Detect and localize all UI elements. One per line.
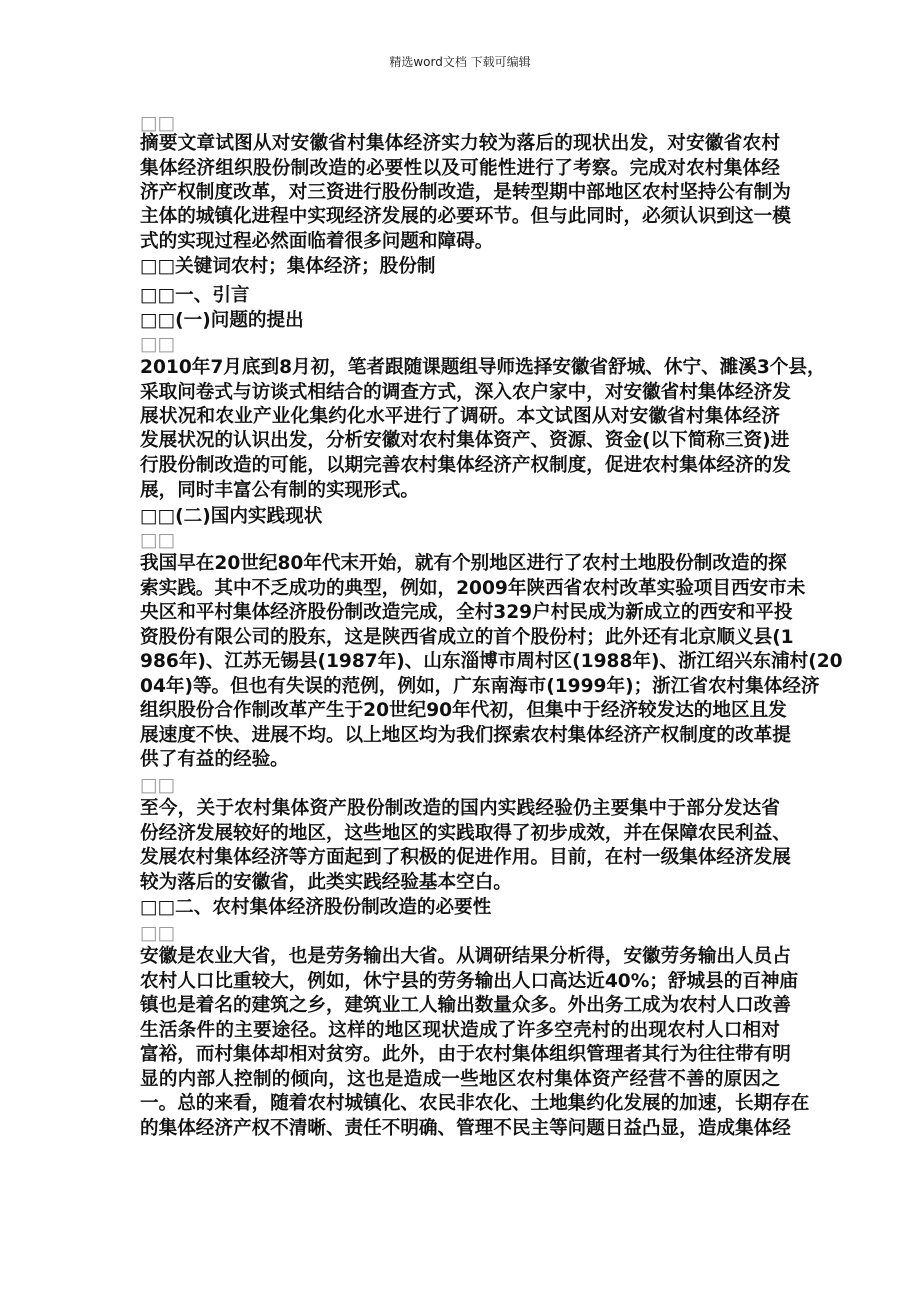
text-line: 安徽是农业大省，也是劳务输出大省。从调研结果分析得，安徽劳务输出人员占 — [140, 946, 791, 967]
text-line: 04年)等。但也有失误的范例，例如，广东南海市(1999年)；浙江省农村集体经济 — [140, 676, 820, 697]
text-line: 发展状况的认识出发，分析安徽对农村集体资产、资源、资金(以下简称三资)进 — [140, 430, 790, 451]
text-line: 摘要文章试图从对安徽省村集体经济实力较为落后的现状出发，对安徽省农村 — [140, 133, 780, 154]
text-line: 集体经济组织股份制改造的必要性以及可能性进行了考察。完成对农村集体经 — [140, 158, 780, 179]
text-line: 济产权制度改革，对三资进行股份制改造，是转型期中部地区农村坚持公有制为 — [140, 182, 791, 203]
text-line: 较为落后的安徽省，此类实践经验基本空白。 — [140, 872, 512, 893]
placeholder-glyphs: □□ — [140, 530, 176, 551]
text-line: 发展农村集体经济等方面起到了积极的促进作用。目前，在村一级集体经济发展 — [140, 847, 791, 868]
text-line: 生活条件的主要途径。这样的地区现状造成了许多空壳村的出现农村人口相对 — [140, 1020, 780, 1041]
text-line: 至今，关于农村集体资产股份制改造的国内实践经验仍主要集中于部分发达省 — [140, 798, 780, 819]
text-line: 2010年7月底到8月初，笔者跟随课题组导师选择安徽省舒城、休宁、濉溪3个县， — [140, 357, 826, 378]
text-line: 镇也是着名的建筑之乡，建筑业工人输出数量众多。外出务工成为农村人口改善 — [140, 995, 791, 1016]
text-line: □□二、农村集体经济股份制改造的必要性 — [140, 897, 492, 918]
text-line: □□一、引言 — [140, 285, 250, 306]
text-line: 式的实现过程必然面临着很多问题和障碍。 — [140, 231, 494, 252]
page-header: 精选word文档 下载可编辑 — [389, 55, 531, 69]
text-line: 一。总的来看，随着农村城镇化、农民非农化、土地集约化发展的加速，长期存在 — [140, 1093, 810, 1114]
text-line: 份经济发展较好的地区，这些地区的实践取得了初步成效，并在保障农民利益、 — [140, 823, 791, 844]
text-line: 资股份有限公司的股东，这是陕西省成立的首个股份村；此外还有北京顺义县(1 — [140, 627, 794, 648]
placeholder-glyphs: □□ — [140, 923, 176, 944]
text-line: 组织股份合作制改革产生于20世纪90年代初，但集中于经济较发达的地区且发 — [140, 700, 787, 721]
text-line: 主体的城镇化进程中实现经济发展的必要环节。但与此同时，必须认识到这一模 — [140, 206, 791, 227]
text-line: □□(二)国内实践现状 — [140, 506, 323, 527]
text-line: 央区和平村集体经济股份制改造完成，全村329户村民成为新成立的西安和平投 — [140, 602, 793, 623]
text-line: 索实践。其中不乏成功的典型，例如，2009年陕西省农村改革实验项目西安市未 — [140, 578, 806, 599]
text-line: 展速度不快、进展不均。以上地区均为我们探索农村集体经济产权制度的改革提 — [140, 725, 791, 746]
text-line: 富裕，而村集体却相对贫穷。此外，由于农村集体组织管理者其行为往往带有明 — [140, 1044, 791, 1065]
text-line: 的集体经济产权不清晰、责任不明确、管理不民主等问题日益凸显，造成集体经 — [140, 1118, 791, 1139]
text-line: 行股份制改造的可能，以期完善农村集体经济产权制度，促进农村集体经济的发 — [140, 455, 791, 476]
placeholder-glyphs: □□ — [140, 334, 176, 355]
text-line: 986年)、江苏无锡县(1987年)、山东淄博市周村区(1988年)、浙江绍兴东浦村(20 — [140, 651, 843, 672]
text-line: 展，同时丰富公有制的实现形式。 — [140, 480, 419, 501]
text-line: 供了有益的经验。 — [140, 749, 289, 770]
text-line: 我国早在20世纪80年代末开始，就有个别地区进行了农村土地股份制改造的探 — [140, 553, 787, 574]
text-line: 采取问卷式与访谈式相结合的调查方式，深入农户家中，对安徽省村集体经济发 — [140, 382, 791, 403]
text-line: 展状况和农业产业化集约化水平进行了调研。本文试图从对安徽省村集体经济 — [140, 406, 780, 427]
text-line: □□关键词农村；集体经济；股份制 — [140, 256, 436, 277]
text-line: □□(一)问题的提出 — [140, 310, 304, 331]
text-line: 农村人口比重较大，例如，休宁县的劳务输出人口高达近40%；舒城县的百神庙 — [140, 971, 799, 992]
placeholder-glyphs: □□ — [140, 113, 176, 134]
text-line: 显的内部人控制的倾向，这也是造成一些地区农村集体资产经营不善的原因之 — [140, 1069, 780, 1090]
placeholder-glyphs: □□ — [140, 775, 176, 796]
